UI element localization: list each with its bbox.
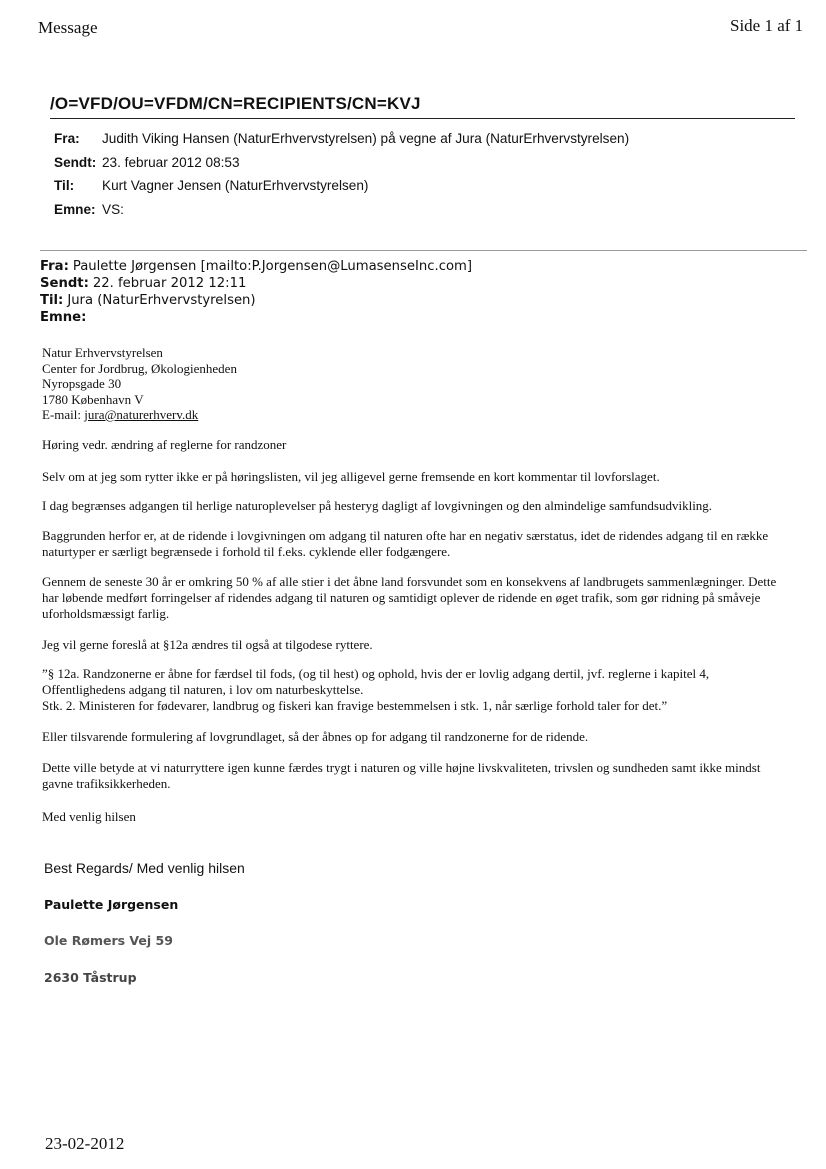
paragraph-proposal: Jeg vil gerne foreslå at §12a ændres til også at tilgodese ryttere.: [42, 637, 373, 652]
signature-regards: Best Regards/ Med venlig hilsen: [44, 860, 245, 876]
paragraph-alternative: Eller tilsvarende formulering af lovgrundlaget, så der åbnes op for adgang til randzonerne for de ridende.: [42, 729, 589, 744]
outer-header-to: [54, 178, 368, 193]
address-email-line: [42, 407, 237, 423]
forwarded-header-from: [40, 259, 472, 274]
outer-header-label: Sendt:: [54, 155, 97, 170]
forwarded-header-label: Til:: [40, 293, 64, 308]
paragraph-conclusion: Dette ville betyde at vi naturryttere igen kunne færdes trygt i naturen og ville højne livskvaliteten, trivslen og sundheden samt ikke mindst gavne trafiksikkerheden.: [42, 760, 761, 791]
address-line: Nyropsgade 30: [42, 376, 122, 391]
outer-header-from: [54, 131, 629, 146]
forwarded-header-subject: [40, 310, 90, 325]
page-number: Side 1 af 1: [730, 16, 804, 35]
email-link[interactable]: jura@naturerhverv.dk: [84, 407, 199, 422]
outer-header-subject: [54, 202, 124, 217]
outer-header-sent: [54, 155, 240, 170]
paragraph-subject: Høring vedr. ændring af reglerne for randzoner: [42, 437, 287, 452]
signature-city: 2630 Tåstrup: [44, 970, 137, 985]
outer-header-label: Emne:: [54, 202, 96, 217]
address-line: Center for Jordbrug, Økologienheden: [42, 360, 237, 376]
paragraph-background: Baggrunden herfor er, at de ridende i lovgivningen om adgang til naturen ofte har en negativ særstatus, idet de ridendes adgang til en række naturtyper er særligt begrænsede i forhold til f.eks. cyklende eller fodgængere.: [42, 528, 769, 559]
forward-divider: [40, 250, 807, 251]
forwarded-header-to: [40, 293, 256, 308]
paragraph-intro: Selv om at jeg som rytter ikke er på høringslisten, vil jeg alligevel gerne fremsende en kort kommentar til lovforslaget.: [42, 469, 660, 484]
forwarded-header-value: Jura (NaturErhvervstyrelsen): [67, 293, 256, 308]
header-divider: [50, 118, 795, 119]
law-subsection: Stk. 2. Ministeren for fødevarer, landbrug og fiskeri kan fravige bestemmelsen i stk. 1, når særlige forhold taler for det.”: [42, 698, 668, 713]
forwarded-header-label: Emne:: [40, 310, 87, 325]
outer-header-label: Til:: [54, 178, 75, 193]
outer-header-value: 23. februar 2012 08:53: [102, 155, 240, 170]
signature-name: Paulette Jørgensen: [44, 897, 179, 912]
address-line: Natur Erhvervstyrelsen: [42, 345, 163, 360]
email-label: E-mail:: [42, 407, 85, 422]
forwarded-header-label: Fra:: [40, 259, 69, 274]
paragraph-restrictions: I dag begrænses adgangen til herlige naturoplevelser på hesteryg dagligt af lovgivningen og den almindelige samfundsudvikling.: [42, 498, 713, 513]
outer-header-value: VS:: [102, 202, 124, 217]
law-section: ”§ 12a. Randzonerne er åbne for færdsel til fods, (og til hest) og ophold, hvis der er lovlig adgang dertil, jvf. reglerne i kapitel 4, Offentlighedens adgang til naturen, i lov om naturbeskyttelse.: [42, 666, 710, 697]
paragraph-closing: Med venlig hilsen: [42, 809, 136, 824]
paragraph-law-text: [42, 666, 790, 714]
forwarded-header-sent: [40, 276, 246, 291]
recipient-address: [42, 345, 237, 423]
address-line: 1780 København V: [42, 391, 144, 407]
forwarded-header-value: 22. februar 2012 12:11: [92, 276, 247, 291]
forwarded-header-label: Sendt:: [40, 276, 89, 291]
outer-header-value: Judith Viking Hansen (NaturErhvervstyrelsen) på vegne af Jura (NaturErhvervstyrelsen): [102, 131, 630, 146]
outer-header-label: Fra:: [54, 131, 80, 146]
footer-date: 23-02-2012: [45, 1134, 125, 1153]
paragraph-paths: Gennem de seneste 30 år er omkring 50 % af alle stier i det åbne land forsvundet som en konsekvens af landbrugets sammenlægninger. Dette har løbende medført forringelser af ridendes adgang til naturen og samtidigt oplever de ridende en øget trafik, som gør ridning på småveje uforholdsmæssigt farlig.: [42, 574, 777, 621]
signature-street: Ole Rømers Vej 59: [44, 933, 173, 948]
forwarded-header-value: Paulette Jørgensen [mailto:P.Jorgensen@LumasenseInc.com]: [72, 259, 473, 274]
mailbox-path: /O=VFD/OU=VFDM/CN=RECIPIENTS/CN=KVJ: [50, 94, 421, 113]
page-header-title: Message: [38, 18, 98, 37]
outer-header-value: Kurt Vagner Jensen (NaturErhvervstyrelsen): [102, 178, 369, 193]
